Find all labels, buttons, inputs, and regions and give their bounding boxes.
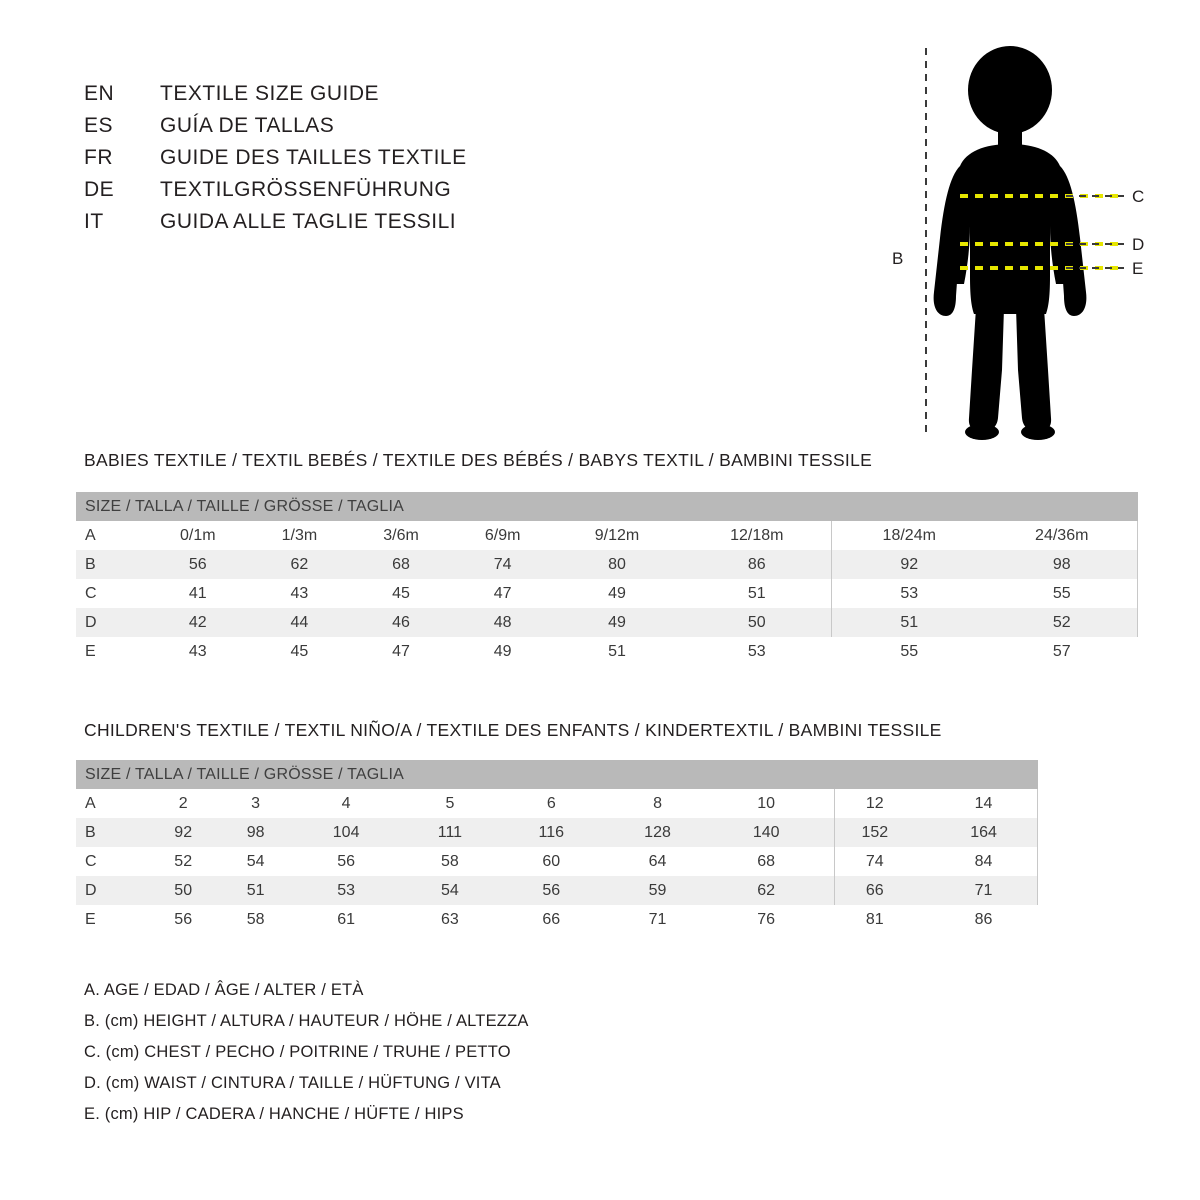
cell: 3/6m (383, 526, 419, 544)
cell: 84 (974, 852, 993, 870)
language-code: ES (84, 114, 114, 137)
figure-label-e: E (1132, 259, 1144, 278)
header-row (84, 110, 724, 142)
children-table-wrap (76, 760, 1038, 934)
figure-label-b: B (892, 249, 904, 268)
legend-line: B. (cm) HEIGHT / ALTURA / HAUTEUR / HÖHE / ALTEZZA (84, 1012, 529, 1030)
cell: 42 (147, 608, 249, 637)
babies-table-header: SIZE / TALLA / TAILLE / GRÖSSE / TAGLIA (76, 492, 1138, 521)
table-row (76, 876, 1038, 905)
header-row (84, 78, 724, 110)
cell: 116 (499, 818, 603, 847)
cell: 68 (350, 550, 452, 579)
language-title-block (84, 78, 724, 238)
body-measurement-figure (860, 40, 1160, 440)
cell: 0/1m (180, 526, 216, 544)
cell: 86 (974, 910, 993, 928)
table-divider (1037, 789, 1038, 905)
language-code: EN (84, 82, 115, 105)
figure-label-c: C (1132, 187, 1145, 206)
cell: 44 (249, 608, 351, 637)
table-divider (834, 789, 835, 905)
legend-line: A. AGE / EDAD / ÂGE / ALTER / ETÀ (84, 981, 364, 999)
language-code: DE (84, 178, 115, 201)
cell: 50 (147, 876, 219, 905)
row-label: B (76, 818, 147, 847)
table-row (76, 550, 1138, 579)
cell: 43 (188, 642, 207, 660)
legend-line: D. (cm) WAIST / CINTURA / TAILLE / HÜFTUNG / VITA (84, 1074, 501, 1092)
table-row (76, 608, 1138, 637)
cell: 53 (747, 642, 766, 660)
cell: 8 (653, 794, 662, 812)
cell: 47 (392, 642, 410, 660)
cell: 60 (542, 852, 561, 870)
cell: 3 (251, 794, 261, 812)
cell: 80 (554, 550, 681, 579)
table-row (76, 905, 1038, 934)
figure-label-d: D (1132, 235, 1145, 254)
cell: 61 (337, 910, 356, 928)
cell: 59 (603, 876, 712, 905)
table-divider (831, 521, 832, 637)
cell: 92 (833, 550, 985, 579)
cell: 6/9m (484, 526, 521, 544)
children-size-table (76, 760, 1038, 934)
babies-table-wrap (76, 492, 1138, 666)
children-section-title: CHILDREN'S TEXTILE / TEXTIL NIÑO/A / TEXTILE DES ENFANTS / KINDERTEXTIL / BAMBINI TESSILE (84, 720, 942, 740)
cell: 10 (757, 794, 776, 812)
measurement-legend (84, 975, 529, 1130)
table-row (76, 847, 1038, 876)
children-table-header: SIZE / TALLA / TAILLE / GRÖSSE / TAGLIA (76, 760, 1038, 789)
cell: 66 (820, 876, 929, 905)
header-row (84, 206, 724, 238)
cell: 53 (900, 584, 919, 602)
table-row (76, 637, 1138, 666)
cell: 9/12m (594, 526, 640, 544)
cell: 140 (712, 818, 821, 847)
cell: 56 (174, 910, 193, 928)
legend-line: E. (cm) HIP / CADERA / HANCHE / HÜFTE / HIPS (84, 1105, 464, 1123)
cell: 74 (865, 852, 884, 870)
cell: 5 (445, 794, 455, 812)
cell: 54 (246, 852, 265, 870)
row-label: E (85, 910, 96, 928)
cell: 18/24m (882, 526, 936, 544)
cell: 128 (603, 818, 712, 847)
header-row (84, 174, 724, 206)
cell: 51 (608, 642, 626, 660)
cell: 1/3m (281, 526, 318, 544)
cell: 111 (400, 818, 499, 847)
row-label: D (76, 876, 147, 905)
cell: 55 (1052, 584, 1071, 602)
cell: 56 (499, 876, 603, 905)
cell: 57 (1052, 642, 1071, 660)
cell: 71 (648, 910, 667, 928)
cell: 49 (608, 584, 626, 602)
cell: 81 (865, 910, 884, 928)
cell: 56 (337, 852, 356, 870)
language-code: IT (84, 210, 104, 233)
cell: 4 (341, 794, 351, 812)
cell: 55 (900, 642, 919, 660)
cell: 56 (147, 550, 249, 579)
cell: 86 (681, 550, 833, 579)
cell: 41 (188, 584, 207, 602)
cell: 62 (249, 550, 351, 579)
cell: 47 (493, 584, 512, 602)
cell: 66 (542, 910, 561, 928)
babies-section-title: BABIES TEXTILE / TEXTIL BEBÉS / TEXTILE DES BÉBÉS / BABYS TEXTIL / BAMBINI TESSILE (84, 450, 873, 470)
cell: 62 (712, 876, 821, 905)
cell: 6 (546, 794, 556, 812)
cell: 12 (865, 794, 884, 812)
table-divider (1137, 521, 1138, 637)
legend-line: C. (cm) CHEST / PECHO / POITRINE / TRUHE / PETTO (84, 1043, 511, 1061)
guide-title: TEXTILE SIZE GUIDE (160, 82, 380, 105)
cell: 49 (493, 642, 512, 660)
babies-size-table (76, 492, 1138, 666)
cell: 14 (974, 794, 993, 812)
guide-title: GUIDE DES TAILLES TEXTILE (160, 146, 467, 169)
cell: 71 (929, 876, 1038, 905)
cell: 12/18m (730, 526, 784, 544)
row-label: C (85, 852, 97, 870)
cell: 152 (820, 818, 929, 847)
guide-title: GUIDA ALLE TAGLIE TESSILI (160, 210, 457, 233)
cell: 52 (174, 852, 193, 870)
cell: 68 (757, 852, 776, 870)
cell: 48 (452, 608, 554, 637)
row-label: D (76, 608, 147, 637)
cell: 45 (392, 584, 410, 602)
guide-title: GUÍA DE TALLAS (160, 114, 335, 137)
row-label: B (76, 550, 147, 579)
cell: 54 (400, 876, 499, 905)
cell: 43 (290, 584, 309, 602)
table-row (76, 818, 1038, 847)
cell: 51 (833, 608, 985, 637)
row-label: C (85, 584, 97, 602)
cell: 45 (290, 642, 309, 660)
cell: 98 (219, 818, 291, 847)
cell: 24/36m (1035, 526, 1089, 544)
table-row (76, 579, 1138, 608)
table-row (76, 789, 1038, 818)
cell: 2 (178, 794, 188, 812)
cell: 63 (441, 910, 459, 928)
cell: 164 (929, 818, 1038, 847)
cell: 58 (441, 852, 459, 870)
cell: 51 (747, 584, 766, 602)
cell: 50 (681, 608, 833, 637)
cell: 58 (246, 910, 265, 928)
cell: 74 (452, 550, 554, 579)
cell: 92 (147, 818, 219, 847)
row-label: E (85, 642, 96, 660)
table-row (76, 521, 1138, 550)
cell: 98 (985, 550, 1138, 579)
row-label: A (85, 794, 96, 812)
cell: 46 (350, 608, 452, 637)
cell: 53 (292, 876, 401, 905)
guide-title: TEXTILGRÖSSENFÜHRUNG (160, 178, 452, 201)
table-header-row (76, 492, 1138, 521)
cell: 104 (292, 818, 401, 847)
cell: 51 (219, 876, 291, 905)
cell: 52 (985, 608, 1138, 637)
language-code: FR (84, 146, 113, 169)
table-header-row (76, 760, 1038, 789)
header-row (84, 142, 724, 174)
cell: 76 (757, 910, 776, 928)
cell: 49 (554, 608, 681, 637)
row-label: A (85, 526, 96, 544)
cell: 64 (648, 852, 667, 870)
